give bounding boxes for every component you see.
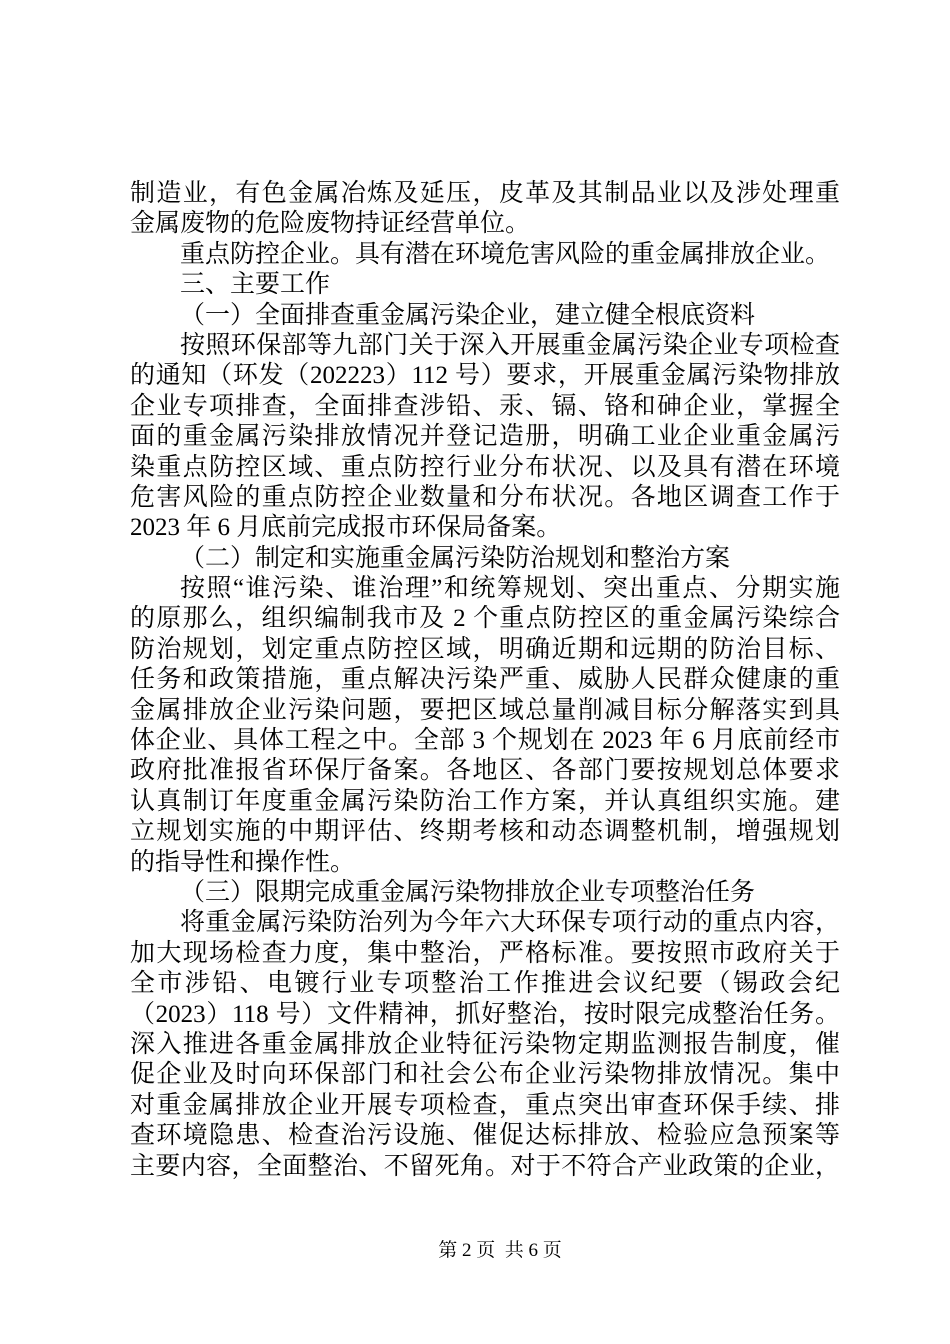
text-line: 促企业及时向环保部门和社会公布企业污染物排放情况。集中 <box>130 1061 840 1089</box>
text-line: 危害风险的重点防控企业数量和分布状况。各地区调查工作于 <box>130 483 840 511</box>
text-line: 三、主要工作 <box>180 271 331 299</box>
text-line: 按照环保部等九部门关于深入开展重金属污染企业专项检查 <box>180 331 840 359</box>
text-line: 体企业、具体工程之中。全部 3 个规划在 2023 年 6 月底前经市 <box>130 727 840 755</box>
text-line: 的原那么，组织编制我市及 2 个重点防控区的重金属污染综合 <box>130 605 840 633</box>
text-line: 对重金属排放企业开展专项检查，重点突出审查环保手续、排 <box>130 1091 840 1119</box>
text-line: 金属排放企业污染问题，要把区域总量削减目标分解落实到具 <box>130 696 840 724</box>
document-body <box>130 179 840 1182</box>
text-line: （三）限期完成重金属污染物排放企业专项整治任务 <box>180 878 756 906</box>
text-line: （2023）118 号）文件精神，抓好整治，按时限完成整治任务。 <box>130 1000 840 1028</box>
text-line: 面的重金属污染排放情况并登记造册，明确工业企业重金属污 <box>130 423 840 451</box>
text-line: 2023 年 6 月底前完成报市环保局备案。 <box>130 514 562 542</box>
text-line: 重点防控企业。具有潜在环境危害风险的重金属排放企业。 <box>180 240 831 268</box>
text-line: 企业专项排查，全面排查涉铅、汞、镉、铬和砷企业，掌握全 <box>130 392 840 420</box>
text-line: 认真制订年度重金属污染防治工作方案，并认真组织实施。建 <box>130 787 840 815</box>
text-line: （二）制定和实施重金属污染防治规划和整治方案 <box>180 544 731 572</box>
page-number: 第 2 页 共 6 页 <box>438 1240 562 1261</box>
text-line: 的通知（环发（202223）112 号）要求，开展重金属污染物排放 <box>130 362 840 390</box>
text-line: 将重金属污染防治列为今年六大环保专项行动的重点内容， <box>180 909 840 937</box>
text-line: 全市涉铅、电镀行业专项整治工作推进会议纪要（锡政会纪 <box>130 970 840 998</box>
text-line: 政府批准报省环保厅备案。各地区、各部门要按规划总体要求 <box>130 757 840 785</box>
text-line: （一）全面排查重金属污染企业，建立健全根底资料 <box>180 301 756 329</box>
text-line: 查环境隐患、检查治污设施、催促达标排放、检验应急预案等 <box>130 1122 840 1150</box>
text-line: 加大现场检查力度，集中整治，严格标准。要按照市政府关于 <box>130 939 840 967</box>
text-line: 的指导性和操作性。 <box>130 848 356 876</box>
text-line: 深入推进各重金属排放企业特征污染物定期监测报告制度，催 <box>130 1030 840 1058</box>
text-line: 立规划实施的中期评估、终期考核和动态调整机制，增强规划 <box>130 818 840 846</box>
text-line: 金属废物的危险废物持证经营单位。 <box>130 210 531 238</box>
text-line: 染重点防控区域、重点防控行业分布状况、以及具有潜在环境 <box>130 453 840 481</box>
text-line: 主要内容，全面整治、不留死角。对于不符合产业政策的企业， <box>130 1152 840 1180</box>
text-line: 防治规划，划定重点防控区域，明确近期和远期的防治目标、 <box>130 635 840 663</box>
page-footer <box>0 1239 950 1263</box>
text-line: 制造业，有色金属冶炼及延压，皮革及其制品业以及涉处理重 <box>130 180 840 207</box>
text-line: 任务和政策措施，重点解决污染严重、威胁人民群众健康的重 <box>130 666 840 694</box>
text-line: 按照“谁污染、谁治理”和统筹规划、突出重点、分期实施 <box>180 575 840 603</box>
